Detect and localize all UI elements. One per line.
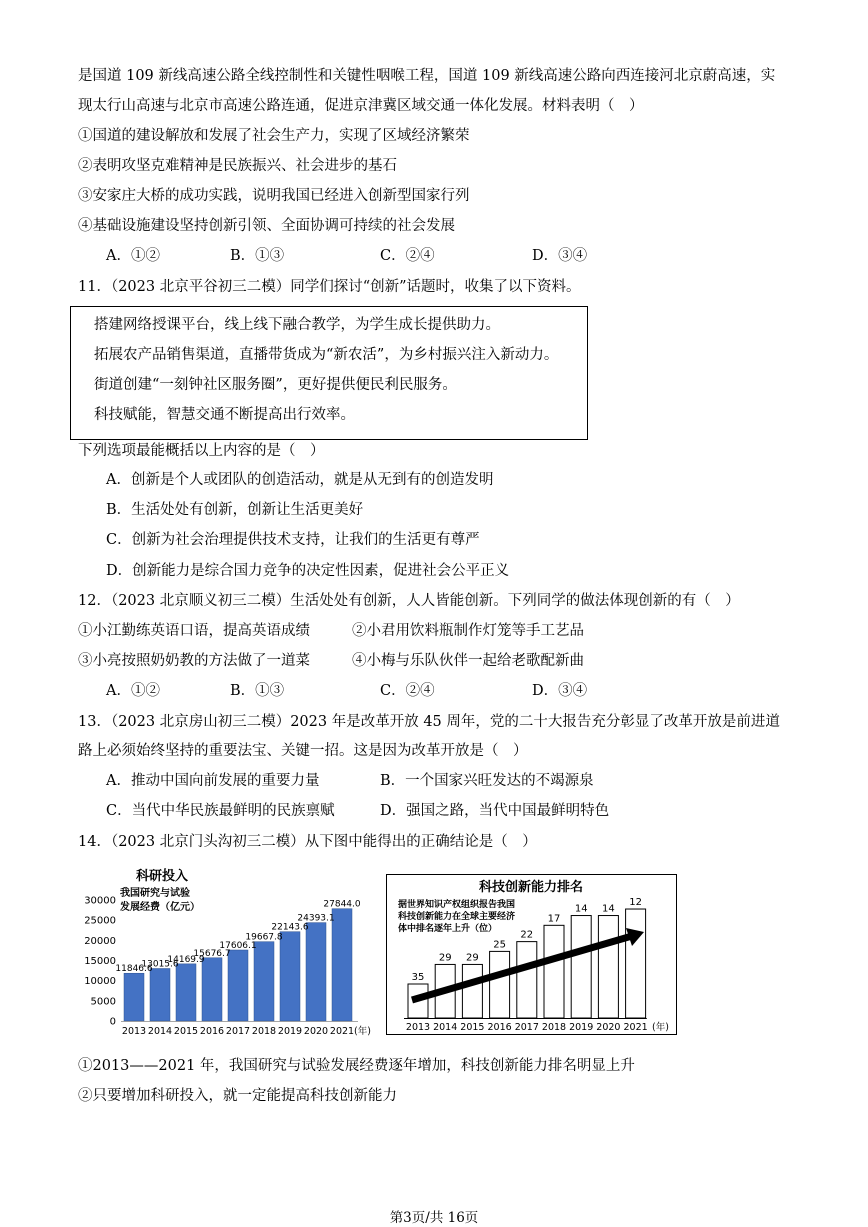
value-label: 29 <box>438 952 452 964</box>
value-label: 11846.6 <box>115 964 153 975</box>
x-tick-label: 2013 <box>121 1026 147 1037</box>
q11-question: 下列选项最能概括以上内容的是（ ） <box>78 443 325 459</box>
q12-item-1: ①小江勤练英语口语，提高英语成绩 <box>78 623 310 639</box>
value-label: 22143.6 <box>271 922 309 933</box>
chart-subtitle <box>119 886 200 913</box>
chart-subtitle-line: 发展经费（亿元） <box>120 902 200 913</box>
x-tick-label: 2013 <box>405 1022 431 1033</box>
q10-option-d[interactable]: D．③④ <box>532 248 588 264</box>
value-label: 25 <box>493 939 506 951</box>
chart-note-line: 据世界知识产权组织报告我国 <box>398 900 516 910</box>
x-tick-label: 2017 <box>514 1022 539 1033</box>
rank-bar-2015 <box>462 964 482 1018</box>
x-tick-label: 2014 <box>147 1026 173 1037</box>
value-label: 29 <box>466 952 479 964</box>
y-tick-label: 15000 <box>84 956 116 967</box>
q13-option-d[interactable]: D．强国之路，当代中国最鲜明特色 <box>380 803 610 819</box>
x-axis-unit: (年) <box>354 1026 371 1037</box>
q11-option-a[interactable]: A．创新是个人或团队的创造活动，就是从无到有的创造发明 <box>106 472 494 488</box>
q11-material-line: 科技赋能，智慧交通不断提高出行效率。 <box>94 407 355 423</box>
q10-option-c[interactable]: C．②④ <box>380 248 435 264</box>
x-tick-label: 2014 <box>433 1022 458 1033</box>
rank-bar-2019 <box>571 916 591 1018</box>
value-label: 24393.1 <box>297 913 335 924</box>
innovation-ranking-chart <box>386 874 678 1036</box>
bar-2017 <box>228 950 248 1021</box>
x-tick-label: 2015 <box>173 1026 199 1037</box>
q11-option-b[interactable]: B．生活处处有创新，创新让生活更美好 <box>106 502 364 518</box>
q11-material-line: 搭建网络授课平台，线上线下融合教学，为学生成长提供助力。 <box>94 317 500 333</box>
q10-stem-line2: 现太行山高速与北京市高速公路连通，促进京津冀区域交通一体化发展。材料表明（ ） <box>78 98 644 114</box>
x-tick-label: 2016 <box>487 1022 512 1033</box>
value-label: 13015.6 <box>141 959 179 970</box>
x-tick-label: 2021 <box>329 1026 355 1037</box>
y-tick-label: 10000 <box>84 976 116 988</box>
bar-2018 <box>254 942 274 1021</box>
page-footer: 第3页/共 16页 <box>389 1210 479 1226</box>
rank-bar-2021 <box>626 909 646 1018</box>
x-tick-label: 2020 <box>303 1026 329 1037</box>
q13-option-c[interactable]: C．当代中华民族最鲜明的民族禀赋 <box>106 803 335 819</box>
x-tick-label: 2021 <box>623 1022 648 1033</box>
y-tick-label: 0 <box>109 1016 116 1028</box>
q11-material-line: 拓展农产品销售渠道，直播带货成为“新农活”，为乡村振兴注入新动力。 <box>94 347 559 363</box>
research-investment-chart <box>78 860 380 1040</box>
q12-item-2: ②小君用饮料瓶制作灯笼等手工艺品 <box>352 623 584 639</box>
q10-option-a[interactable]: A．①② <box>106 248 160 264</box>
y-tick-label: 20000 <box>84 935 116 947</box>
value-label: 35 <box>411 972 425 983</box>
value-label: 17 <box>547 913 561 925</box>
y-tick-label: 5000 <box>90 996 116 1008</box>
bar-2014 <box>150 969 170 1021</box>
bar-2015 <box>176 964 196 1021</box>
q11-option-d[interactable]: D．创新能力是综合国力竞争的决定性因素，促进社会公平正义 <box>106 563 510 579</box>
x-tick-label: 2019 <box>277 1026 303 1037</box>
q12-item-4: ④小梅与乐队伙伴一起给老歌配新曲 <box>352 653 584 669</box>
value-label: 14 <box>602 903 615 915</box>
x-tick-label: 2017 <box>225 1026 251 1037</box>
x-tick-label: 2018 <box>541 1022 567 1033</box>
rank-bar-2020 <box>598 916 618 1018</box>
x-tick-label: 2018 <box>251 1026 277 1037</box>
q12-option-c[interactable]: C．②④ <box>380 683 435 699</box>
q12-stem: 12．（2023 北京顺义初三二模）生活处处有创新，人人皆能创新。下列同学的做法体现创新的有（ ） <box>78 593 740 609</box>
bar-2020 <box>306 923 326 1021</box>
x-tick-label: 2019 <box>569 1022 594 1033</box>
value-label: 14 <box>574 903 588 915</box>
chart-title: 科技创新能力排名 <box>478 880 584 895</box>
y-tick-label: 30000 <box>84 895 116 907</box>
bar-2019 <box>280 932 300 1021</box>
bar-2013 <box>124 973 144 1021</box>
q11-material-line: 街道创建“一刻钟社区服务圈”，更好提供便民利民服务。 <box>94 377 457 393</box>
q10-item-3: ③安家庄大桥的成功实践，说明我国已经进入创新型国家行列 <box>78 188 470 204</box>
q12-option-d[interactable]: D．③④ <box>532 683 588 699</box>
value-label: 14169.9 <box>167 954 205 965</box>
value-label: 22 <box>520 929 534 941</box>
q10-option-b[interactable]: B．①③ <box>230 248 285 264</box>
bar-2016 <box>202 958 222 1021</box>
rank-bar-2018 <box>544 925 564 1018</box>
x-tick-label: 2015 <box>460 1022 485 1033</box>
q10-item-2: ②表明攻坚克难精神是民族振兴、社会进步的基石 <box>78 158 397 174</box>
value-label: 12 <box>629 897 642 909</box>
chart-subtitle-line: 我国研究与试验 <box>120 888 190 899</box>
q13-option-a[interactable]: A．推动中国向前发展的重要力量 <box>106 773 320 789</box>
x-tick-label: 2020 <box>596 1022 621 1033</box>
chart-note-line: 体中排名逐年上升（位） <box>398 924 498 934</box>
x-tick-label: 2016 <box>199 1026 225 1037</box>
q12-option-a[interactable]: A．①② <box>106 683 160 699</box>
q11-option-c[interactable]: C．创新为社会治理提供技术支持，让我们的生活更有尊严 <box>106 532 480 548</box>
value-label: 17606.1 <box>219 940 257 951</box>
value-label: 15676.7 <box>193 948 231 959</box>
x-axis-unit: (年) <box>652 1022 669 1033</box>
q12-option-b[interactable]: B．①③ <box>230 683 285 699</box>
rank-bar-2017 <box>517 942 537 1018</box>
bar-2021 <box>332 909 352 1021</box>
q14-item-1: ①2013——2021 年，我国研究与试验发展经费逐年增加，科技创新能力排名明显上升 <box>78 1058 635 1074</box>
value-label: 19667.8 <box>245 932 283 943</box>
q13-stem-line1: 13．（2023 北京房山初三二模）2023 年是改革开放 45 周年，党的二十大报告充分彰显了改革开放是前进道 <box>78 714 780 730</box>
q14-item-2: ②只要增加科研投入，就一定能提高科技创新能力 <box>78 1088 397 1104</box>
rank-bar-2016 <box>490 951 510 1018</box>
y-tick-label: 25000 <box>84 915 116 927</box>
chart-note-line: 科技创新能力在全球主要经济 <box>398 912 516 922</box>
q10-stem-line1: 是国道 109 新线高速公路全线控制性和关键性咽喉工程，国道 109 新线高速公路向西连接河北京蔚高速，实 <box>78 68 776 84</box>
q14-stem: 14．（2023 北京门头沟初三二模）从下图中能得出的正确结论是（ ） <box>78 834 537 850</box>
chart-title: 科研投入 <box>136 869 189 884</box>
q13-option-b[interactable]: B．一个国家兴旺发达的不竭源泉 <box>380 773 594 789</box>
q10-item-4: ④基础设施建设坚持创新引领、全面协调可持续的社会发展 <box>78 218 455 234</box>
q11-material-box <box>70 306 588 440</box>
q12-item-3: ③小亮按照奶奶教的方法做了一道菜 <box>78 653 310 669</box>
value-label: 27844.0 <box>323 899 361 910</box>
q11-stem: 11．（2023 北京平谷初三二模）同学们探讨“创新”话题时，收集了以下资料。 <box>78 279 581 295</box>
q13-stem-line2: 路上必须始终坚持的重要法宝、关键一招。这是因为改革开放是（ ） <box>78 743 528 759</box>
q10-item-1: ①国道的建设解放和发展了社会生产力，实现了区域经济繁荣 <box>78 128 470 144</box>
